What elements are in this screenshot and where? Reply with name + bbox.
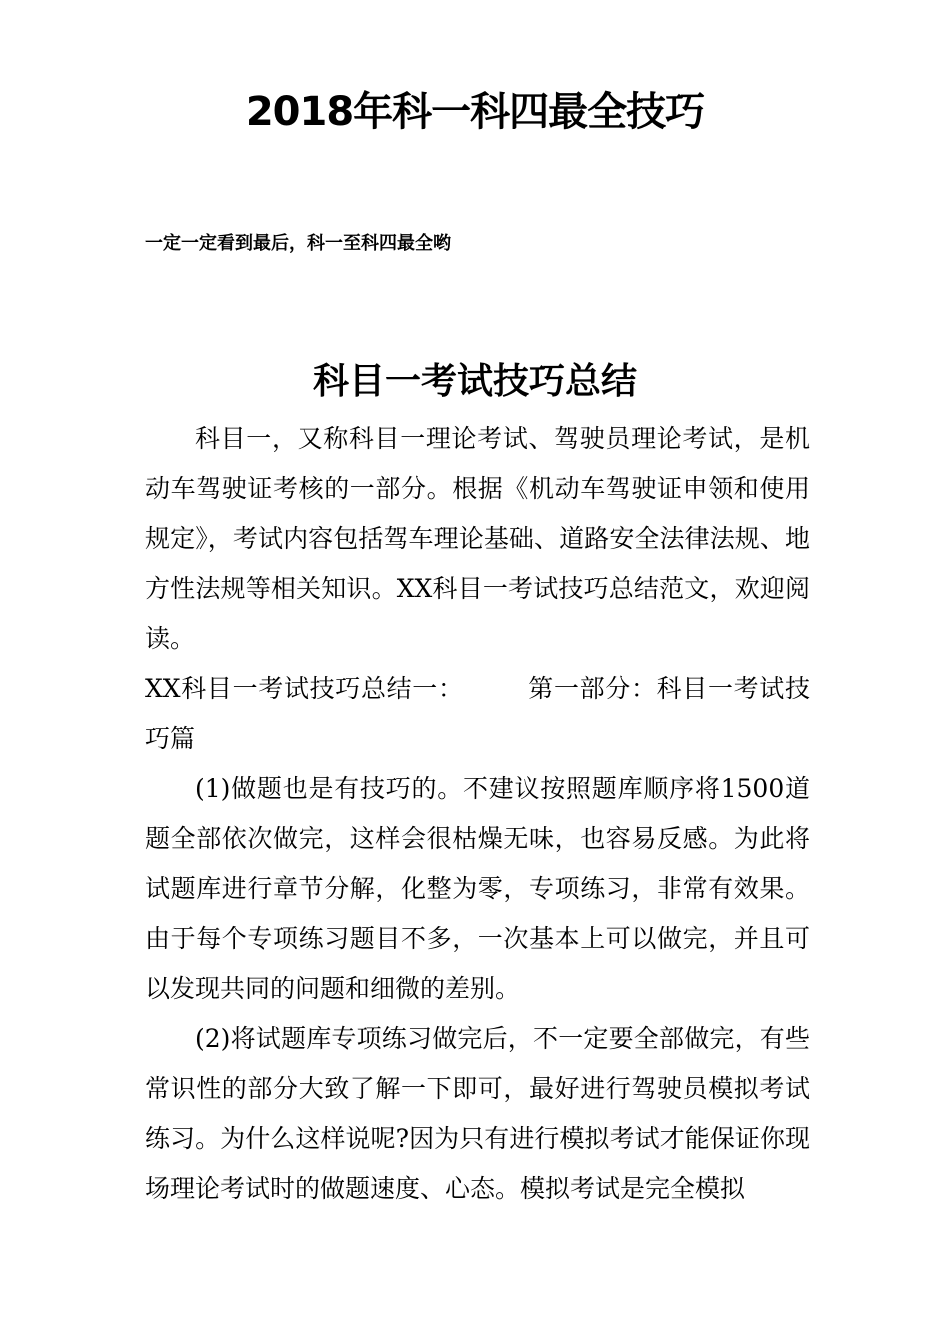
part-one-heading: 第一部分：科目一考试技巧篇 xyxy=(145,674,810,753)
paragraph-intro: 科目一，又称科目一理论考试、驾驶员理论考试，是机动车驾驶证考核的一部分。根据《机动车驾驶证申领和使用规定》，考试内容包括驾车理论基础、道路安全法律法规、地方性法规等相关知识。XX科目一考试技巧总结范文，欢迎阅读。 xyxy=(145,424,810,653)
body-text xyxy=(145,414,810,1214)
paragraph-tip-2: (2)将试题库专项练习做完后，不一定要全部做完，有些常识性的部分大致了解一下即可，最好进行驾驶员模拟考试练习。为什么这样说呢?因为只有进行模拟考试才能保证你现场理论考试时的做题速度、心态。模拟考试是完全模拟 xyxy=(145,1024,810,1203)
paragraph-heading-line xyxy=(145,664,810,764)
summary-heading: XX科目一考试技巧总结一： xyxy=(145,674,464,703)
intro-line: 一定一定看到最后，科一至科四最全哟 xyxy=(145,233,451,254)
section-title: 科目一考试技巧总结 xyxy=(312,360,637,402)
document-title: 2018年科一科四最全技巧 xyxy=(245,89,705,135)
paragraph-tip-1: (1)做题也是有技巧的。不建议按照题库顺序将1500道题全部依次做完，这样会很枯燥无味，也容易反感。为此将试题库进行章节分解，化整为零，专项练习，非常有效果。由于每个专项练习题目不多，一次基本上可以做完，并且可以发现共同的问题和细微的差别。 xyxy=(145,774,810,1003)
